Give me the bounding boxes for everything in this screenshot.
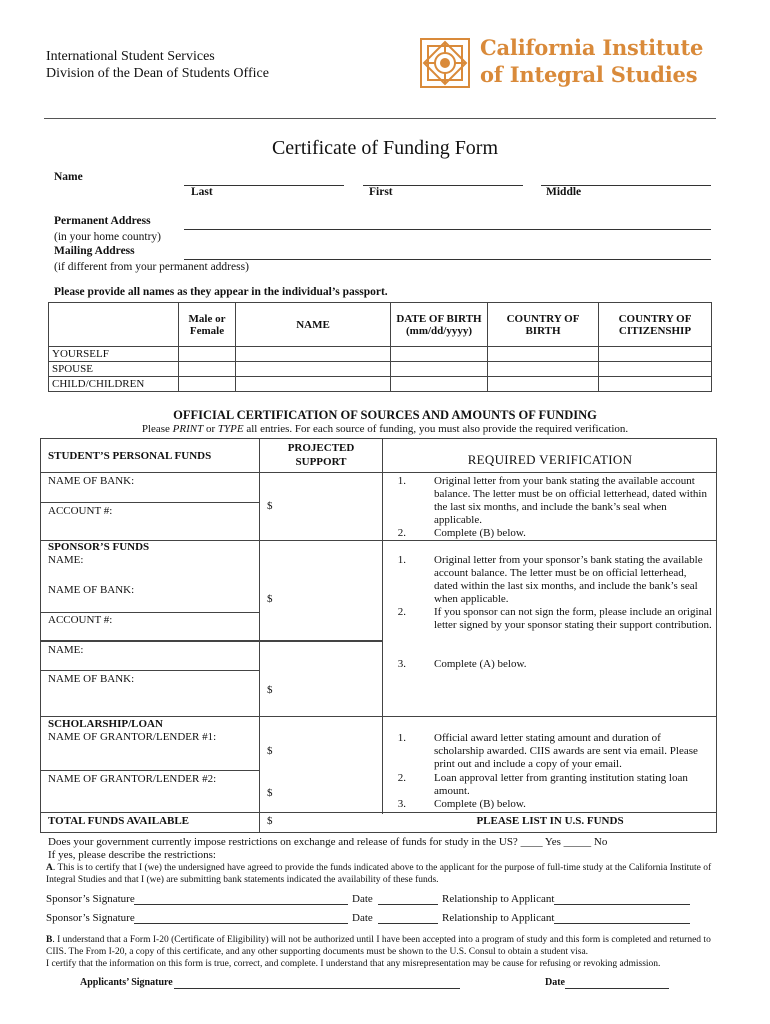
logo-line-2: of Integral Studies	[480, 62, 698, 87]
projected-support-header: PROJECTED SUPPORT	[287, 442, 355, 468]
name-label: Name	[54, 171, 83, 183]
row-label: SPOUSE	[49, 362, 179, 377]
birth-country-cell[interactable]	[488, 377, 599, 392]
sub-print: PRINT	[172, 423, 204, 435]
sponsor-date-label-2: Date	[352, 912, 373, 924]
sex-cell[interactable]	[179, 377, 236, 392]
name-cell[interactable]	[236, 362, 391, 377]
relationship-field-1[interactable]	[554, 903, 690, 905]
applicant-date-label: Date	[545, 977, 565, 988]
sponsor-date-field-2[interactable]	[378, 922, 438, 924]
birth-country-cell[interactable]	[488, 362, 599, 377]
sub-pre: Please	[141, 423, 173, 435]
citizenship-cell[interactable]	[599, 377, 712, 392]
dob-header: DATE OF BIRTH (mm/dd/yyyy)	[391, 303, 488, 347]
sponsor-bank-label: NAME OF BANK:	[48, 584, 135, 596]
dob-cell[interactable]	[391, 362, 488, 377]
dob-cell[interactable]	[391, 347, 488, 362]
row-line	[40, 716, 717, 717]
form-title: Certificate of Funding Form	[271, 137, 499, 159]
sex-cell[interactable]	[179, 347, 236, 362]
section-b-text: . I understand that a Form I-20 (Certificate of Eligibility) will not be authorized until I have been accepted into a program of study and this form is completed and returned to CIIS. The From I-20, a copy of this certificate, and any other supporting documents must be shown to the U.S. Consul to obtain a student visa.	[46, 935, 711, 957]
row-label: CHILD/CHILDREN	[49, 377, 179, 392]
personal-bank-label: NAME OF BANK:	[48, 475, 135, 487]
grantor2-amount-field[interactable]: $	[267, 787, 273, 799]
grantor2-label: NAME OF GRANTOR/LENDER #2:	[48, 773, 217, 785]
name-header: NAME	[236, 303, 391, 347]
row-line	[40, 812, 717, 813]
scholarship-header: SCHOLARSHIP/LOAN	[48, 718, 163, 730]
header-divider	[44, 118, 716, 119]
office-line-2: Division of the Dean of Students Office	[46, 66, 269, 81]
office-heading	[46, 48, 269, 82]
ver-num: 1.	[397, 732, 406, 744]
ver-text: Complete (B) below.	[434, 798, 526, 810]
sponsor-date-label-1: Date	[352, 893, 373, 905]
ciis-logo	[418, 34, 708, 92]
sponsor-date-field-1[interactable]	[378, 903, 438, 905]
applicant-date-field[interactable]	[565, 987, 669, 989]
last-label: Last	[191, 186, 213, 198]
logo-wordmark	[480, 34, 703, 88]
section-b	[46, 934, 718, 958]
ver-num: 1.	[397, 554, 406, 566]
dob-cell[interactable]	[391, 377, 488, 392]
row-line	[40, 770, 260, 771]
certification-subheading	[0, 423, 770, 435]
sponsor-verification	[392, 554, 712, 674]
mailing-address-note: (if different from your permanent address)	[54, 261, 249, 273]
row-line	[40, 640, 383, 642]
col-divider-2	[382, 438, 383, 814]
ver-num: 3.	[397, 798, 406, 810]
scholarship-verification	[392, 732, 712, 812]
sub-or: or	[203, 423, 218, 435]
ver-text: Original letter from your sponsor’s bank stating the available account balance. The letter must be on official letterhead, dated within the last six months, and include the bank’s seal when applicable.	[434, 554, 703, 605]
grantor1-amount-field[interactable]: $	[267, 745, 273, 757]
sponsor-sig-label-1: Sponsor’s Signature	[46, 893, 135, 905]
table-row	[49, 362, 712, 377]
restrictions-followup: If yes, please describe the restrictions:	[48, 849, 216, 861]
ver-text: Complete (B) below.	[434, 527, 526, 539]
sponsor2-amount-field[interactable]: $	[267, 684, 273, 696]
logo-line-1: California Institute	[480, 35, 704, 60]
row-line	[40, 472, 717, 473]
certification-heading: OFFICIAL CERTIFICATION OF SOURCES AND AMOUNTS OF FUNDING	[173, 408, 597, 422]
sex-header: Male or Female	[179, 303, 236, 347]
ver-text: Original letter from your bank stating the available account balance. The letter must be on official letterhead, dated within the last six months, and include the bank’s seal when applicable.	[434, 475, 707, 526]
row-line	[40, 502, 260, 503]
row-label: YOURSELF	[49, 347, 179, 362]
mailing-address-label: Mailing Address	[54, 245, 135, 257]
personal-verification	[392, 475, 712, 539]
relationship-field-2[interactable]	[554, 922, 690, 924]
applicant-signature-field[interactable]	[174, 987, 460, 989]
ver-text: Loan approval letter from granting institution stating loan amount.	[434, 772, 688, 797]
personal-funds-header: STUDENT’S PERSONAL FUNDS	[48, 450, 212, 462]
ver-text: If you sponsor can not sign the form, please include an original letter signed by your sponsor stating their support contribution.	[434, 606, 712, 631]
ver-num: 2.	[397, 606, 406, 618]
middle-label: Middle	[546, 186, 582, 198]
sub-post: all entries. For each source of funding, you must also provide the required verification.	[243, 423, 629, 435]
sub-type: TYPE	[217, 423, 244, 435]
total-funds-label: TOTAL FUNDS AVAILABLE	[48, 815, 190, 827]
sponsor-account-label: ACCOUNT #:	[48, 614, 113, 626]
table-row	[49, 347, 712, 362]
sponsor-name-label: NAME:	[48, 554, 84, 566]
name-cell[interactable]	[236, 377, 391, 392]
relationship-label-1: Relationship to Applicant	[442, 893, 555, 905]
citizenship-header: COUNTRY OF CITIZENSHIP	[599, 303, 712, 347]
passport-table	[48, 302, 712, 392]
sponsor-amount-field[interactable]: $	[267, 593, 273, 605]
section-a-label: A	[46, 863, 53, 873]
total-amount-field[interactable]: $	[267, 815, 273, 827]
citizenship-cell[interactable]	[599, 347, 712, 362]
ver-num: 3.	[397, 658, 406, 670]
total-note: PLEASE LIST IN U.S. FUNDS	[476, 815, 624, 827]
section-b-label: B	[46, 935, 53, 945]
office-line-1: International Student Services	[46, 49, 215, 64]
ver-num: 2.	[397, 527, 406, 539]
section-a	[46, 862, 718, 886]
row-label-header	[49, 303, 179, 347]
relationship-label-2: Relationship to Applicant	[442, 912, 555, 924]
personal-account-label: ACCOUNT #:	[48, 505, 113, 517]
sponsor2-bank-label: NAME OF BANK:	[48, 673, 135, 685]
ver-text: Complete (A) below.	[434, 658, 527, 670]
name-cell[interactable]	[236, 347, 391, 362]
required-verification-header: REQUIRED VERIFICATION	[467, 452, 633, 467]
grantor1-label: NAME OF GRANTOR/LENDER #1:	[48, 731, 217, 743]
ver-text: Official award letter stating amount and duration of scholarship awarded. CIIS awards are sent via email. Please print out and include a copy of your email.	[434, 732, 698, 770]
permanent-address-note: (in your home country)	[54, 231, 161, 243]
birth-country-header: COUNTRY OF BIRTH	[488, 303, 599, 347]
sponsor-sig-label-2: Sponsor’s Signature	[46, 912, 135, 924]
sex-cell[interactable]	[179, 362, 236, 377]
ver-num: 2.	[397, 772, 406, 784]
row-line	[40, 612, 260, 613]
mandala-seal-icon	[418, 36, 472, 90]
permanent-address-field[interactable]	[184, 228, 711, 230]
ver-num: 1.	[397, 475, 406, 487]
passport-note: Please provide all names as they appear in the individual’s passport.	[54, 286, 388, 298]
permanent-address-label: Permanent Address	[54, 215, 151, 227]
applicant-sig-label: Applicants’ Signature	[80, 977, 173, 988]
table-row	[49, 377, 712, 392]
sponsor2-name-label: NAME:	[48, 644, 84, 656]
sponsor-funds-header: SPONSOR’S FUNDS	[48, 541, 150, 553]
citizenship-cell[interactable]	[599, 362, 712, 377]
sponsor-signature-field-1[interactable]	[134, 903, 348, 905]
section-a-text: . This is to certify that I (we) the undersigned have agreed to provide the funds indicated above to the applicant for the purpose of full-time study at the California Institute of Integral Studies and that I (we) are submitting bank statements indicated the availability of these funds.	[46, 863, 712, 885]
section-b-certify: I certify that the information on this form is true, correct, and complete. I understand that any misrepresentation may be cause for refusing or revoking admission.	[46, 959, 661, 969]
restrictions-question: Does your government currently impose restrictions on exchange and release of funds for study in the US? ____ Yes _____ No	[48, 836, 608, 848]
first-label: First	[369, 186, 393, 198]
row-line	[40, 670, 260, 671]
mailing-address-field[interactable]	[184, 258, 711, 260]
birth-country-cell[interactable]	[488, 347, 599, 362]
sponsor-signature-field-2[interactable]	[134, 922, 348, 924]
personal-amount-field[interactable]: $	[267, 500, 273, 512]
col-divider-1	[259, 438, 260, 833]
